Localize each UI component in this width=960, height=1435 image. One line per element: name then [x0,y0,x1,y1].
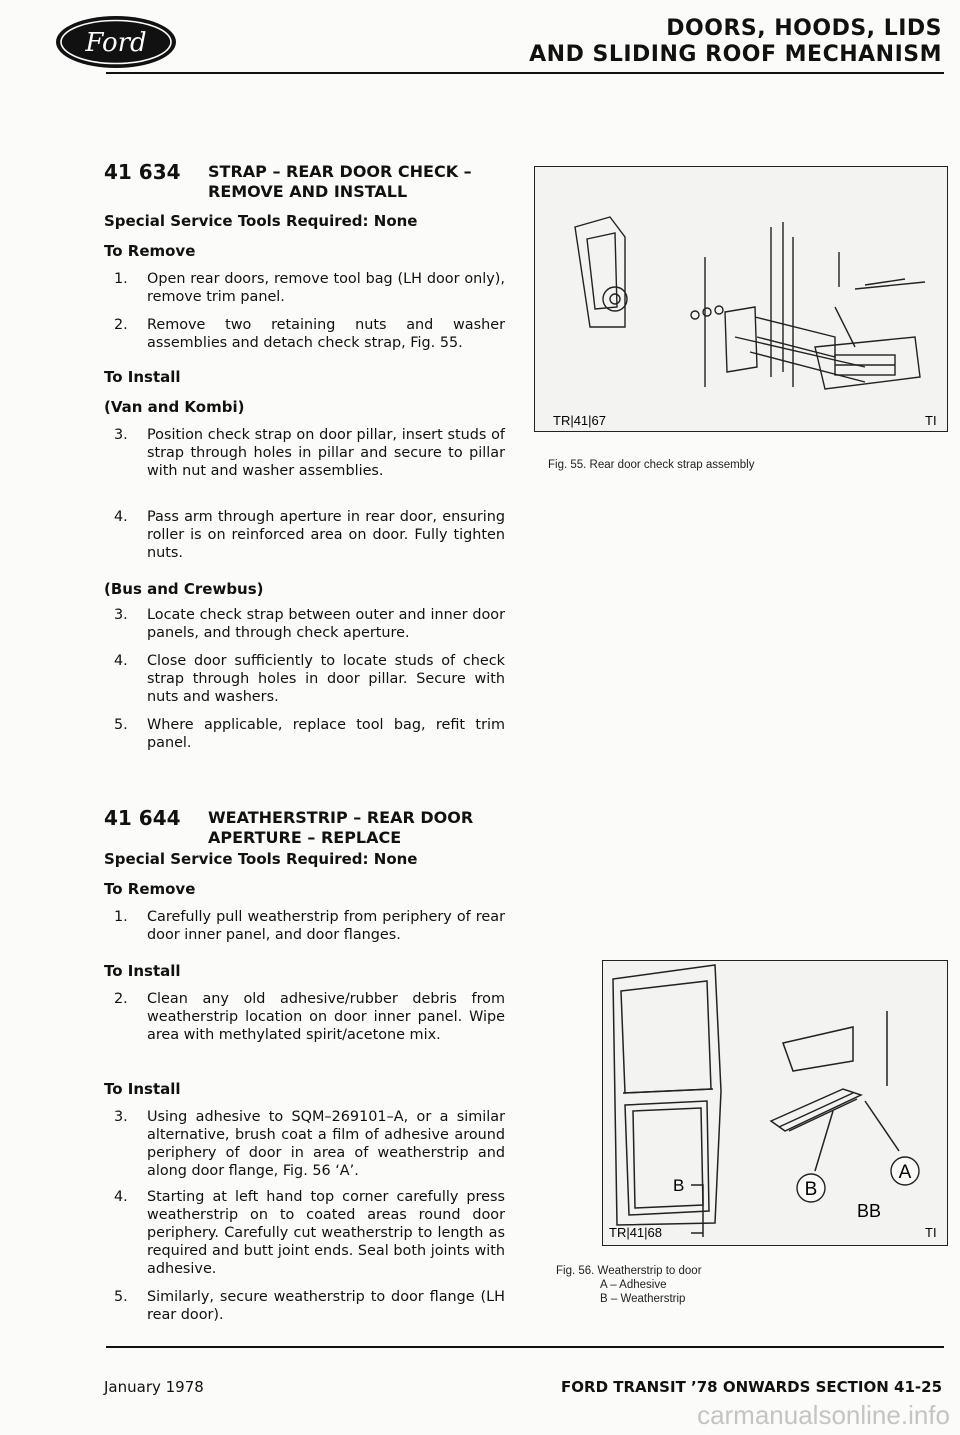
callout-b: B [804,1179,818,1200]
footer-section: FORD TRANSIT ’78 ONWARDS SECTION 41-25 [561,1378,942,1396]
step-item: 2. Remove two retaining nuts and washer assemblies and detach check strap, Fig. 55. [114,317,505,351]
section-number: 41 634 [104,160,181,184]
callout-bb: BB [857,1201,882,1221]
step-item: 3. Locate check strap between outer and inner door panels, and through check aperture. [114,607,505,641]
caption-title: Fig. 56. Weatherstrip to door [556,1265,702,1277]
to-remove-heading: To Remove [104,242,196,260]
step-item: 5. Similarly, secure weatherstrip to door flange (LH rear door). [114,1289,505,1323]
section-title: WEATHERSTRIP – REAR DOOR APERTURE – REPLACE [208,808,474,847]
section-title: STRAP – REAR DOOR CHECK – REMOVE AND INSTALL [208,162,472,201]
footer-rule [106,1346,944,1348]
special-tools-line: Special Service Tools Required: None [104,212,418,230]
check-strap-illustration [535,167,947,431]
section-41-634-heading [104,160,514,204]
header-title-line2: AND SLIDING ROOF MECHANISM [529,42,942,67]
step-item: 4. Starting at left hand top corner carefully press weatherstrip on to coated areas round door periphery. Carefully cut weatherstrip to length as required and butt joint ends. Seal both joints with adhesive. [114,1189,505,1277]
figure-55-caption: Fig. 55. Rear door check strap assembly [548,459,755,471]
bus-crewbus-heading: (Bus and Crewbus) [104,580,264,598]
figure-tag: TR|41|67 [553,413,607,428]
footer-date: January 1978 [104,1378,204,1396]
step-item: 3. Position check strap on door pillar, insert studs of strap through holes in pillar and secure to pillar with nut and washer assemblies. [114,427,505,479]
figure-corner-mark: TI [925,413,937,428]
watermark: carmanualsonline.info [697,1400,950,1430]
header-rule [106,72,944,74]
page-header-title [529,16,942,68]
ford-logo [54,14,178,70]
to-install-heading: To Install [104,1080,181,1098]
weatherstrip-illustration [603,961,947,1245]
step-item: 4. Close door sufficiently to locate studs of check strap through holes in door pillar. Secure with nuts and washers. [114,653,505,705]
step-item: 3. Using adhesive to SQM–269101–A, or a similar alternative, brush coat a film of adhesive around periphery of door in area of weatherstrip and along door flange, Fig. 56 ‘A’. [114,1109,505,1179]
figure-56 [602,960,948,1246]
caption-legend-b: B – Weatherstrip [600,1293,686,1305]
special-tools-line: Special Service Tools Required: None [104,850,418,868]
figure-55 [534,166,948,432]
callout-a: A [898,1162,912,1183]
to-install-heading: To Install [104,962,181,980]
section-number: 41 644 [104,806,181,830]
ford-logo-text: Ford [85,28,147,58]
step-item: 1. Carefully pull weatherstrip from periphery of rear door inner panel, and door flanges. [114,909,505,943]
step-item: 5. Where applicable, replace tool bag, refit trim panel. [114,717,505,751]
callout-b-door: B [673,1176,685,1195]
figure-tag: TR|41|68 [609,1225,663,1240]
step-item: 1. Open rear doors, remove tool bag (LH door only), remove trim panel. [114,271,505,305]
van-kombi-heading: (Van and Kombi) [104,398,245,416]
to-remove-heading: To Remove [104,880,196,898]
to-install-heading: To Install [104,368,181,386]
step-item: 2. Clean any old adhesive/rubber debris from weatherstrip location on door inner panel. Wipe area with methylated spirit/acetone mix. [114,991,505,1043]
section-41-644-heading [104,806,514,850]
figure-56-caption [556,1264,702,1306]
header-title-line1: DOORS, HOODS, LIDS [666,16,942,41]
caption-legend-a: A – Adhesive [600,1279,667,1291]
figure-corner-mark: TI [925,1225,937,1240]
step-item: 4. Pass arm through aperture in rear door, ensuring roller is on reinforced area on door. Fully tighten nuts. [114,509,505,561]
